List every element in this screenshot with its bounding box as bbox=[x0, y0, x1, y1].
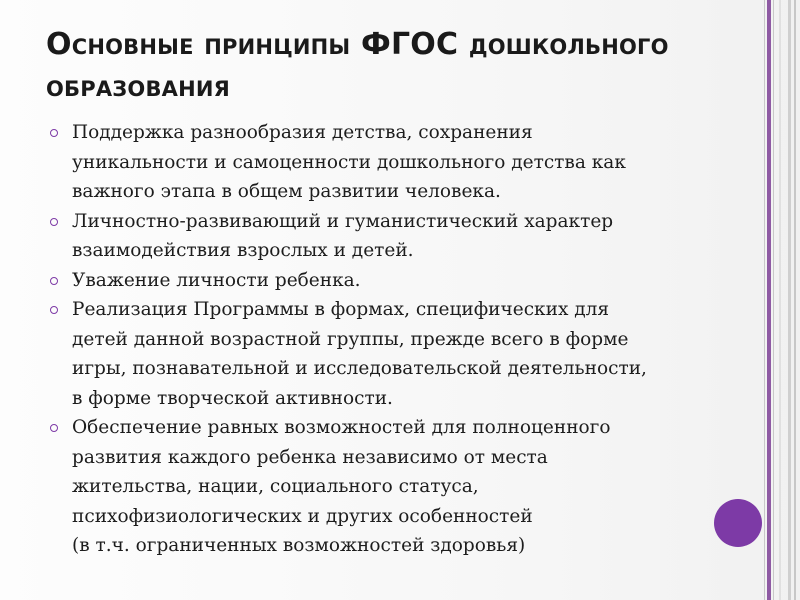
slide-title bbox=[46, 24, 746, 108]
list-item bbox=[48, 118, 708, 207]
list-item-line: детей данной возрастной группы, прежде всего в форме bbox=[72, 328, 629, 350]
list-item-line: Поддержка разнообразия детства, сохранения bbox=[72, 122, 533, 143]
list-item-line: Реализация Программы в формах, специфических для bbox=[72, 299, 610, 320]
decorative-stripe bbox=[788, 0, 791, 600]
hollow-circle-bullet-icon bbox=[50, 424, 58, 432]
list-item-line: взаимодействия взрослых и детей. bbox=[72, 240, 414, 261]
list-item-line: Обеспечение равных возможностей для полноценного bbox=[72, 417, 611, 438]
list-item bbox=[48, 207, 708, 266]
list-item-line: жительства, нации, социального статуса, bbox=[72, 476, 479, 497]
hollow-circle-bullet-icon bbox=[50, 306, 58, 314]
hollow-circle-bullet-icon bbox=[50, 218, 58, 226]
list-item-line: Личностно-развивающий и гуманистический характер bbox=[72, 210, 614, 232]
list-item bbox=[48, 266, 708, 296]
decorative-stripe bbox=[779, 0, 781, 600]
list-item-line: важного этапа в общем развитии человека. bbox=[72, 181, 501, 202]
list-item bbox=[48, 295, 708, 413]
decorative-stripe bbox=[794, 0, 796, 600]
decorative-accent-stripe bbox=[767, 0, 771, 600]
principles-list bbox=[48, 118, 708, 561]
list-item-line: психофизиологических и других особенностей bbox=[72, 505, 533, 527]
hollow-circle-bullet-icon bbox=[50, 277, 58, 285]
list-item-line: в форме творческой активности. bbox=[72, 387, 393, 409]
list-item-line: (в т.ч. ограниченных возможностей здоровья) bbox=[72, 535, 526, 556]
slide-title-line: Основные принципы ФГОС дошкольного bbox=[46, 27, 669, 62]
slide-title-line: образования bbox=[46, 69, 231, 104]
decorative-stripe bbox=[773, 0, 774, 600]
list-item-line: игры, познавательной и исследовательской деятельности, bbox=[72, 358, 647, 379]
hollow-circle-bullet-icon bbox=[50, 129, 58, 137]
list-item-line: уникальности и самоценности дошкольного детства как bbox=[72, 151, 626, 173]
list-item bbox=[48, 413, 708, 561]
decorative-accent-circle bbox=[714, 499, 762, 547]
list-item-line: Уважение личности ребенка. bbox=[72, 269, 361, 291]
decorative-stripe bbox=[764, 0, 765, 600]
list-item-line: развития каждого ребенка независимо от места bbox=[72, 446, 548, 468]
